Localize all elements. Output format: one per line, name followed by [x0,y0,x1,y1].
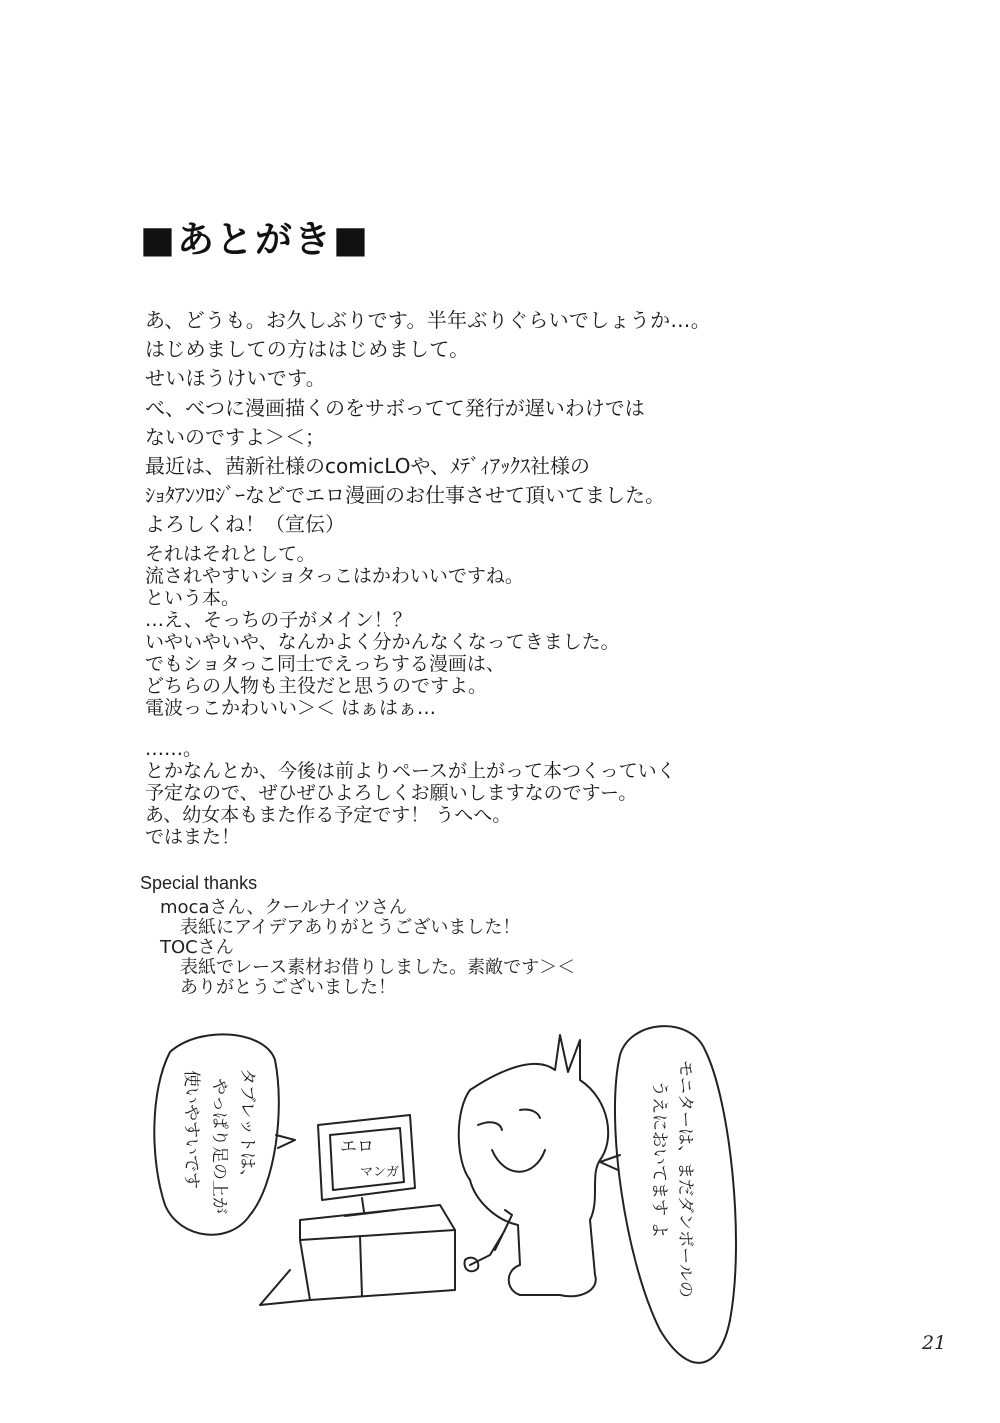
text-line: とかなんとか、今後は前よりペースが上がって本つくっていく [145,760,676,782]
text-line: 最近は、茜新社様のcomicLOや、ﾒﾃﾞｨｱｯｸｽ社様の [145,454,591,478]
monitor-screen-text-2: マンガ [360,1165,400,1180]
text-line: ないのですよ＞＜； [145,425,325,449]
text-line: はじめましての方ははじめまして。 [145,337,470,361]
text-line: べ、べつに漫画描くのをサボってて発行が遅いわけでは [145,396,645,420]
thanks-name: mocaさん、クールナイツさん [160,897,407,918]
text-line: …え、そっちの子がメイン！？ [145,609,412,631]
text-line: でもショタっこ同士でえっちする漫画は、 [145,653,505,675]
cardboard-box-icon [300,1205,455,1300]
thanks-note: ありがとうございました！ [180,977,396,998]
thanks-title: Special thanks [140,873,258,893]
text-line: 予定なので、ぜひぜひよろしくお願いしますなのですー。 [145,782,638,804]
bubble-right-text-1: モニターは、まだダンボールの [675,1060,695,1298]
text-line: それはそれとして。 [145,543,316,565]
text-line: いやいやいや、なんかよく分かんなくなってきました。 [145,631,620,653]
afterword-heading: ■あとがき■ [140,218,370,261]
bubble-left-text-3: 使いやすいです [181,1070,201,1189]
text-line: 流されやすいショタっこはかわいいですね。 [145,565,524,587]
text-line: よろしくね！（宣伝） [145,512,345,536]
bubble-left-text-1: タブレットは、 [237,1068,257,1187]
text-line: ……。 [145,738,203,760]
text-line: ｼｮﾀｱﾝｿﾛｼﾞｰなどでエロ漫画のお仕事させて頂いてました。 [145,483,665,507]
thanks-note: 表紙でレース素材お借りしました。素敵です＞＜ [180,957,576,978]
text-line: ではまた！ [145,826,241,848]
text-line: あ、どうも。お久しぶりです。半年ぶりぐらいでしょうか…。 [145,308,711,332]
text-line: どちらの人物も主役だと思うのですよ。 [145,675,488,697]
text-line: という本。 [145,587,241,609]
text-line: せいほうけいです。 [145,366,327,390]
text-line: 電波っこかわいい＞＜ はぁはぁ… [145,697,437,719]
page-number: 21 [922,1332,947,1354]
text-line: あ、幼女本もまた作る予定です！ うへへ。 [145,804,512,826]
bubble-left-text-2: やっぱり足の上が [209,1078,229,1214]
monitor-screen-text-1: エロ [340,1137,374,1157]
bubble-right-text-2: うえにおいてます よ [649,1080,669,1239]
thanks-note: 表紙にアイデアありがとうございました！ [180,917,521,938]
thanks-name: TOCさん [160,937,234,958]
